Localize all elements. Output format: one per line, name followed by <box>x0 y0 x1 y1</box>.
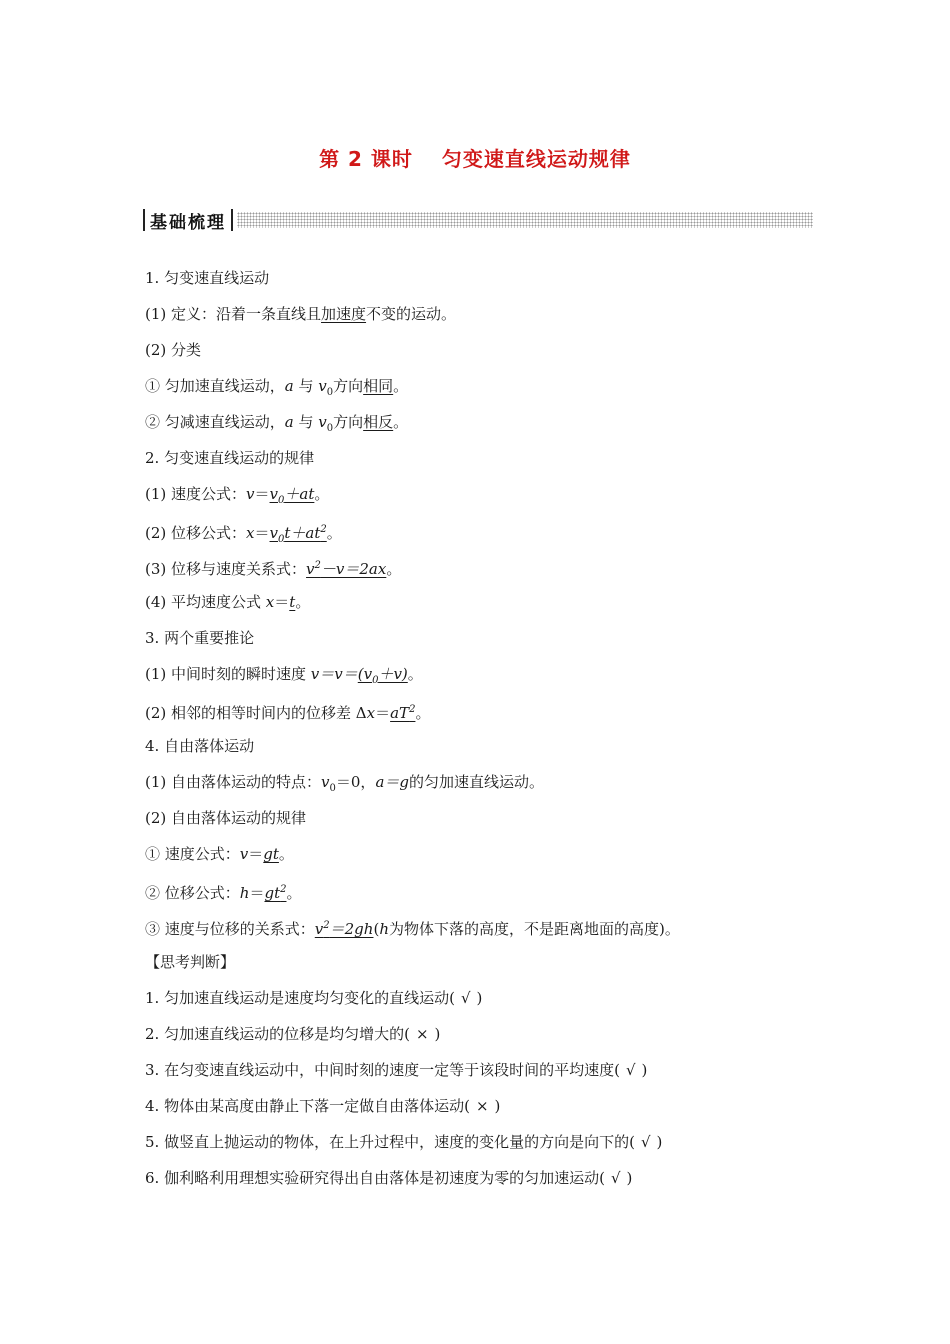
f4-eq: ＝ <box>274 593 290 611</box>
check-mark: √ <box>640 1133 651 1151</box>
displacement-difference-line <box>145 698 825 734</box>
f2-lhs: x <box>246 524 255 542</box>
f4-text: (4) 平均速度公式 <box>145 593 266 611</box>
ff3-text: ① 速度公式： <box>145 845 240 863</box>
section-label: 基础梳理 <box>150 212 226 233</box>
f4-end: 。 <box>295 593 311 611</box>
f1-lhs: v <box>246 485 255 503</box>
f3-text: (3) 位移与速度关系式： <box>145 560 307 578</box>
ff1-expr: a＝g <box>375 773 409 791</box>
acc-mid: 与 <box>293 377 319 395</box>
r1-expr: v＝v＝ <box>310 665 358 683</box>
r2-lhs: x <box>366 704 376 722</box>
paren-open: ( <box>449 989 455 1007</box>
f2-text: (2) 位移公式： <box>145 524 247 542</box>
check-mark: √ <box>610 1169 621 1187</box>
dec-mid: 与 <box>293 413 319 431</box>
dec-text: ② 匀减速直线运动， <box>145 413 285 431</box>
ff4-eq: ＝ <box>249 884 265 902</box>
acc-answer: 相同 <box>363 377 394 395</box>
ff3-answer: gt <box>263 845 279 863</box>
velocity-displacement-line <box>145 554 825 590</box>
ff1-suffix: 的匀加速直线运动。 <box>408 773 544 791</box>
ff5-suffix: 为物体下落的高度，不是距离地面的高度)。 <box>388 920 680 938</box>
paren-open: ( <box>464 1097 470 1115</box>
section-bar-right <box>231 209 233 231</box>
r2-eq: ＝ <box>375 704 391 722</box>
judgment-item <box>145 1094 825 1130</box>
f1-eq: ＝ <box>254 485 270 503</box>
dec-answer: 相反 <box>363 413 394 431</box>
heading-free-fall: 4. 自由落体运动 <box>145 737 255 755</box>
ff5-text: ③ 速度与位移的关系式： <box>145 920 315 938</box>
midpoint-velocity-line <box>145 662 825 698</box>
judgment-text: 2. 匀加速直线运动的位移是均匀增大的 <box>145 1025 405 1043</box>
ff5-h: h <box>379 920 389 938</box>
r2-answer <box>390 704 415 722</box>
ff4-ans-sup: 2 <box>280 884 287 895</box>
f1-ans-rest: ＋at <box>284 485 315 503</box>
judgment-item <box>145 1130 825 1166</box>
displacement-formula-line <box>145 518 825 554</box>
paren-close: ) <box>476 989 483 1007</box>
acc-a: a <box>284 377 294 395</box>
dec-a: a <box>284 413 294 431</box>
definition-suffix: 不变的运动。 <box>366 305 457 323</box>
ff4-ans-a: gt <box>264 884 281 902</box>
free-fall-laws-line: (2) 自由落体运动的规律 <box>145 809 307 827</box>
r1-end: 。 <box>407 665 423 683</box>
ff5-ans-b: ＝2gh <box>329 920 374 938</box>
r1-ans-sub: 0 <box>372 675 379 686</box>
definition-line <box>145 302 825 338</box>
paren-open: ( <box>614 1061 620 1079</box>
r2-ans-a: aT <box>390 704 410 722</box>
page-title: 第 2 课时 匀变速直线运动规律 <box>319 147 631 171</box>
f2-ans-sup: 2 <box>320 524 327 535</box>
judgment-item <box>145 1022 825 1058</box>
acc-dir: 方向 <box>333 377 364 395</box>
check-mark: √ <box>460 989 471 1007</box>
ff5-ans-sup: 2 <box>323 920 330 931</box>
heading-corollaries: 3. 两个重要推论 <box>145 629 255 647</box>
velocity-formula-line <box>145 482 825 518</box>
ff5-ans-a: v <box>314 920 324 938</box>
heading-motion-laws: 2. 匀变速直线运动的规律 <box>145 449 315 467</box>
classification-line: (2) 分类 <box>145 341 202 359</box>
ff3-end: 。 <box>278 845 294 863</box>
f1-ans-sub: 0 <box>278 495 285 506</box>
f3-ans-sup: 2 <box>314 560 321 571</box>
paren-close: ) <box>494 1097 501 1115</box>
ff4-lhs: h <box>239 884 250 902</box>
f2-ans-v: v <box>269 524 278 542</box>
paren-close: ) <box>656 1133 663 1151</box>
acc-end: 。 <box>393 377 409 395</box>
free-fall-displacement-line <box>145 878 825 914</box>
f2-answer <box>269 524 327 545</box>
f1-end: 。 <box>314 485 330 503</box>
f1-ans-v: v <box>269 485 279 503</box>
f1-text: (1) 速度公式： <box>145 485 247 503</box>
f2-ans-sub: 0 <box>278 534 285 545</box>
ff4-answer <box>264 884 286 902</box>
judgment-item <box>145 1166 825 1202</box>
ff1-v: v <box>321 773 330 791</box>
judgment-text: 3. 在匀变速直线运动中，中间时刻的速度一定等于该段时间的平均速度 <box>145 1061 615 1079</box>
section-header <box>143 206 813 234</box>
ff1-text: (1) 自由落体运动的特点： <box>145 773 322 791</box>
f3-ans-a: v <box>306 560 315 578</box>
section-dotted-band <box>237 212 813 228</box>
acc-v-sub: 0 <box>326 387 334 398</box>
f2-end: 。 <box>326 524 342 542</box>
judgment-text: 1. 匀加速直线运动是速度均匀变化的直线运动 <box>145 989 450 1007</box>
ff5-answer <box>315 920 374 938</box>
dec-end: 。 <box>393 413 409 431</box>
judgment-text: 5. 做竖直上抛运动的物体，在上升过程中，速度的变化量的方向是向下的 <box>145 1133 630 1151</box>
deceleration-line <box>145 410 825 446</box>
r1-text: (1) 中间时刻的瞬时速度 <box>145 665 311 683</box>
dec-dir: 方向 <box>333 413 364 431</box>
heading-uniform-motion: 1. 匀变速直线运动 <box>145 269 270 287</box>
dec-v: v <box>318 413 327 431</box>
paren-close: ) <box>434 1025 441 1043</box>
acc-v: v <box>318 377 327 395</box>
paren-open: ( <box>599 1169 605 1187</box>
judgment-text: 4. 物体由某高度由静止下落一定做自由落体运动 <box>145 1097 465 1115</box>
r2-end: 。 <box>415 704 431 722</box>
dec-v-sub: 0 <box>326 423 334 434</box>
free-fall-features-line <box>145 770 825 806</box>
definition-answer: 加速度 <box>321 305 367 323</box>
judgment-heading: 【思考判断】 <box>145 953 236 971</box>
judgment-item <box>145 1058 825 1094</box>
judgment-text: 6. 伽利略利用理想实验研究得出自由落体是初速度为零的匀加速运动 <box>145 1169 600 1187</box>
f2-eq: ＝ <box>254 524 270 542</box>
ff5-paren: ( <box>373 920 380 938</box>
f4-lhs: x <box>265 593 275 611</box>
average-velocity-line <box>145 590 825 626</box>
paren-open: ( <box>404 1025 410 1043</box>
paren-close: ) <box>626 1169 633 1187</box>
ff4-text: ② 位移公式： <box>145 884 240 902</box>
judgment-item <box>145 986 825 1022</box>
f3-ans-b: －v＝2ax <box>320 560 387 578</box>
check-mark: √ <box>625 1061 636 1079</box>
cross-mark: × <box>415 1025 429 1043</box>
ff3-lhs: v <box>239 845 249 863</box>
ff3-eq: ＝ <box>248 845 264 863</box>
r1-answer <box>357 665 408 686</box>
acceleration-line <box>145 374 825 410</box>
ff4-end: 。 <box>286 884 302 902</box>
f4-answer: t <box>289 593 296 611</box>
r1-ans-a: (v <box>357 665 373 683</box>
ff1-v-sub: 0 <box>329 783 336 794</box>
f3-end: 。 <box>386 560 402 578</box>
f3-answer <box>306 560 386 578</box>
r2-ans-sup: 2 <box>409 704 416 715</box>
free-fall-velocity-line <box>145 842 825 878</box>
content-body <box>145 266 825 1202</box>
r1-ans-b: ＋v) <box>378 665 408 683</box>
ff1-mid: ＝0， <box>335 773 376 791</box>
acc-text: ① 匀加速直线运动， <box>145 377 285 395</box>
f1-answer <box>269 485 315 506</box>
paren-close: ) <box>641 1061 648 1079</box>
cross-mark: × <box>475 1097 489 1115</box>
paren-open: ( <box>629 1133 635 1151</box>
definition-text: (1) 定义：沿着一条直线且 <box>145 305 322 323</box>
free-fall-relation-line <box>145 914 825 950</box>
f2-ans-rest: t＋at <box>284 524 321 542</box>
r2-text: (2) 相邻的相等时间内的位移差 Δ <box>145 704 367 722</box>
